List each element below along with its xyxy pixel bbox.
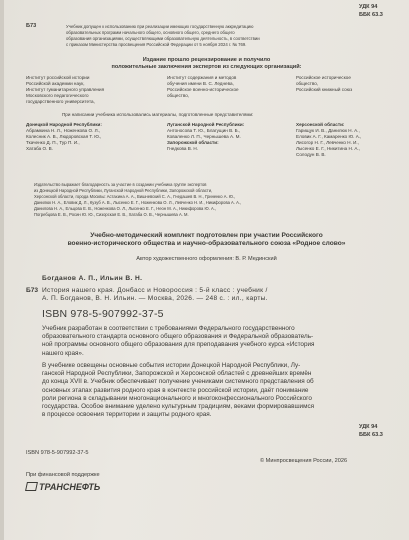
isbn: ISBN 978-5-907992-37-5 — [42, 308, 164, 320]
annotation-paragraph-2: В учебнике освещены основные события истории Донецкой Народной Республики, Лу- ганской Народной Республики, Запорожской и Херсонской областей с древнейших времён до конца XVII в. Учебник обеспечивает получение учениками системного представления об основных этапах развития родного края в контексте российской истории, даёт понимание роли региона в складывании многонационального и многоконфессионального Российского государства. Особое внимание уделено культурным традициям, веками формировавшимся в процессе освоения территории и защиты родного края. — [42, 362, 315, 419]
representatives-col1: Донецкой Народной Республики: Абрамкина Н. Л., Ноженкова О. Л., Колесник А. В., Людоровская Т. Ю., Ткаченко Д. П., Тур П. И., Хатаба О. В. — [26, 122, 102, 151]
bbk-bottom: ББК 63.3 — [359, 432, 383, 438]
art-design-credit: Автор художественного оформления: В. Р. Мединский — [136, 256, 277, 262]
udk-bottom: УДК 94 — [359, 424, 378, 430]
biblio-code: Б73 — [26, 287, 39, 294]
approval-text: Учебник допущен к использованию при реализации имеющих государственную аккредитацию образовательных программ начального общего, основного общего, среднего общего образования организациями, осуществляющими образовательную деятельность, в соответствии с приказом Министерства просвещения Российской Федерации от 5 ноября 2024 г. № 769. — [66, 24, 260, 47]
authors-heading: Богданов А. П., Ильин В. Н. — [42, 275, 143, 282]
council-line: Учебно-методический комплект подготовлен при участии Российского военно-исторического общества и научно-образовательного союза «Родное слово» — [67, 232, 346, 248]
materials-line: При написании учебника использовались материалы, подготовленные представителями: — [62, 112, 254, 117]
annotation-paragraph-1: Учебник разработан в соответствии с требованиями Федерального государственного образовательного стандарта основного общего образования и Федеральной образователь- ной программы основного общего образования для преподавания учебного курса «История нашего края». — [42, 325, 315, 357]
transneft-logo: ТРАНСНЕФТЬ — [26, 482, 100, 492]
sponsor-line: При финансовой поддержке — [26, 472, 100, 478]
bbk-top: ББК 63.3 — [359, 12, 383, 18]
code-top: Б73 — [26, 23, 37, 29]
representatives-col2: Луганской Народной Республики: Антоносова Т. Ю., Благущин В. Б., Коваленко Л. П., Чернышева А. М. Запорожской области: Гнедкова В. Н. — [167, 122, 245, 151]
transneft-emblem-icon — [25, 482, 38, 491]
bibliographic-record: История нашего края. Донбасс и Новороссия : 5-й класс : учебник / А. П. Богданов, В. Н. Ильин. — Москва, 2026. — 248 с. : ил., карты. — [42, 287, 268, 303]
gratitude-text: Издательство выражает благодарность за участие в создании учебника группе экспертов из Донецкой Народной Республики, Луганской Народной Республики, Запорожской области, Херсонской области, города Москвы: Астахина А. А., Вишневский С. А., Гнедашев В. Н., Гриненко А. Ю., Данилюк Н. А., Еловик Д. Л., Кузуб А. В., Лысенко Е. Г., Ноженкова О. Л., Левченко Н. И., Никифорова А. А., Данилова Н. А., Ельцова Е. В., Ноженкова О. Л., Лысенко Е. Г., Неон М. А., Никифорова Ю. А., Погребцова Е. В., Росин Ю. Ю., Сизорская Е. В., Хатаба О. В., Чернышева А. М. — [34, 182, 242, 217]
representatives-col3: Херсонской области: Гарищук И. В., Данилюк Н. А., Еловик А. Г., Камаренко Ю. А., Лисогор Н. Г., Левченко Н. И., Лысенко Е. Г., Никитина Н. А., Солодун В. В. — [296, 122, 362, 157]
review-heading: Издание прошло рецензирование и получило положительные заключения экспертов из следующих организаций: — [111, 57, 302, 70]
copyright: © Минпросвещения России, 2026 — [260, 458, 348, 464]
udk-top: УДК 94 — [359, 4, 378, 10]
review-orgs-col3: Российское историческое общество, Российский книжный союз — [296, 75, 353, 92]
book-imprint-page — [4, 0, 409, 540]
review-orgs-col1: Институт российской истории Российской академии наук, Институт гуманитарного управления Московского педагогического государственного университета, — [26, 75, 105, 104]
review-orgs-col2: Институт содержания и методов обучения имени В. С. Леднева, Российское военно-историческое общество, — [167, 75, 239, 98]
isbn-small: ISBN 978-5-907992-37-5 — [26, 450, 89, 456]
